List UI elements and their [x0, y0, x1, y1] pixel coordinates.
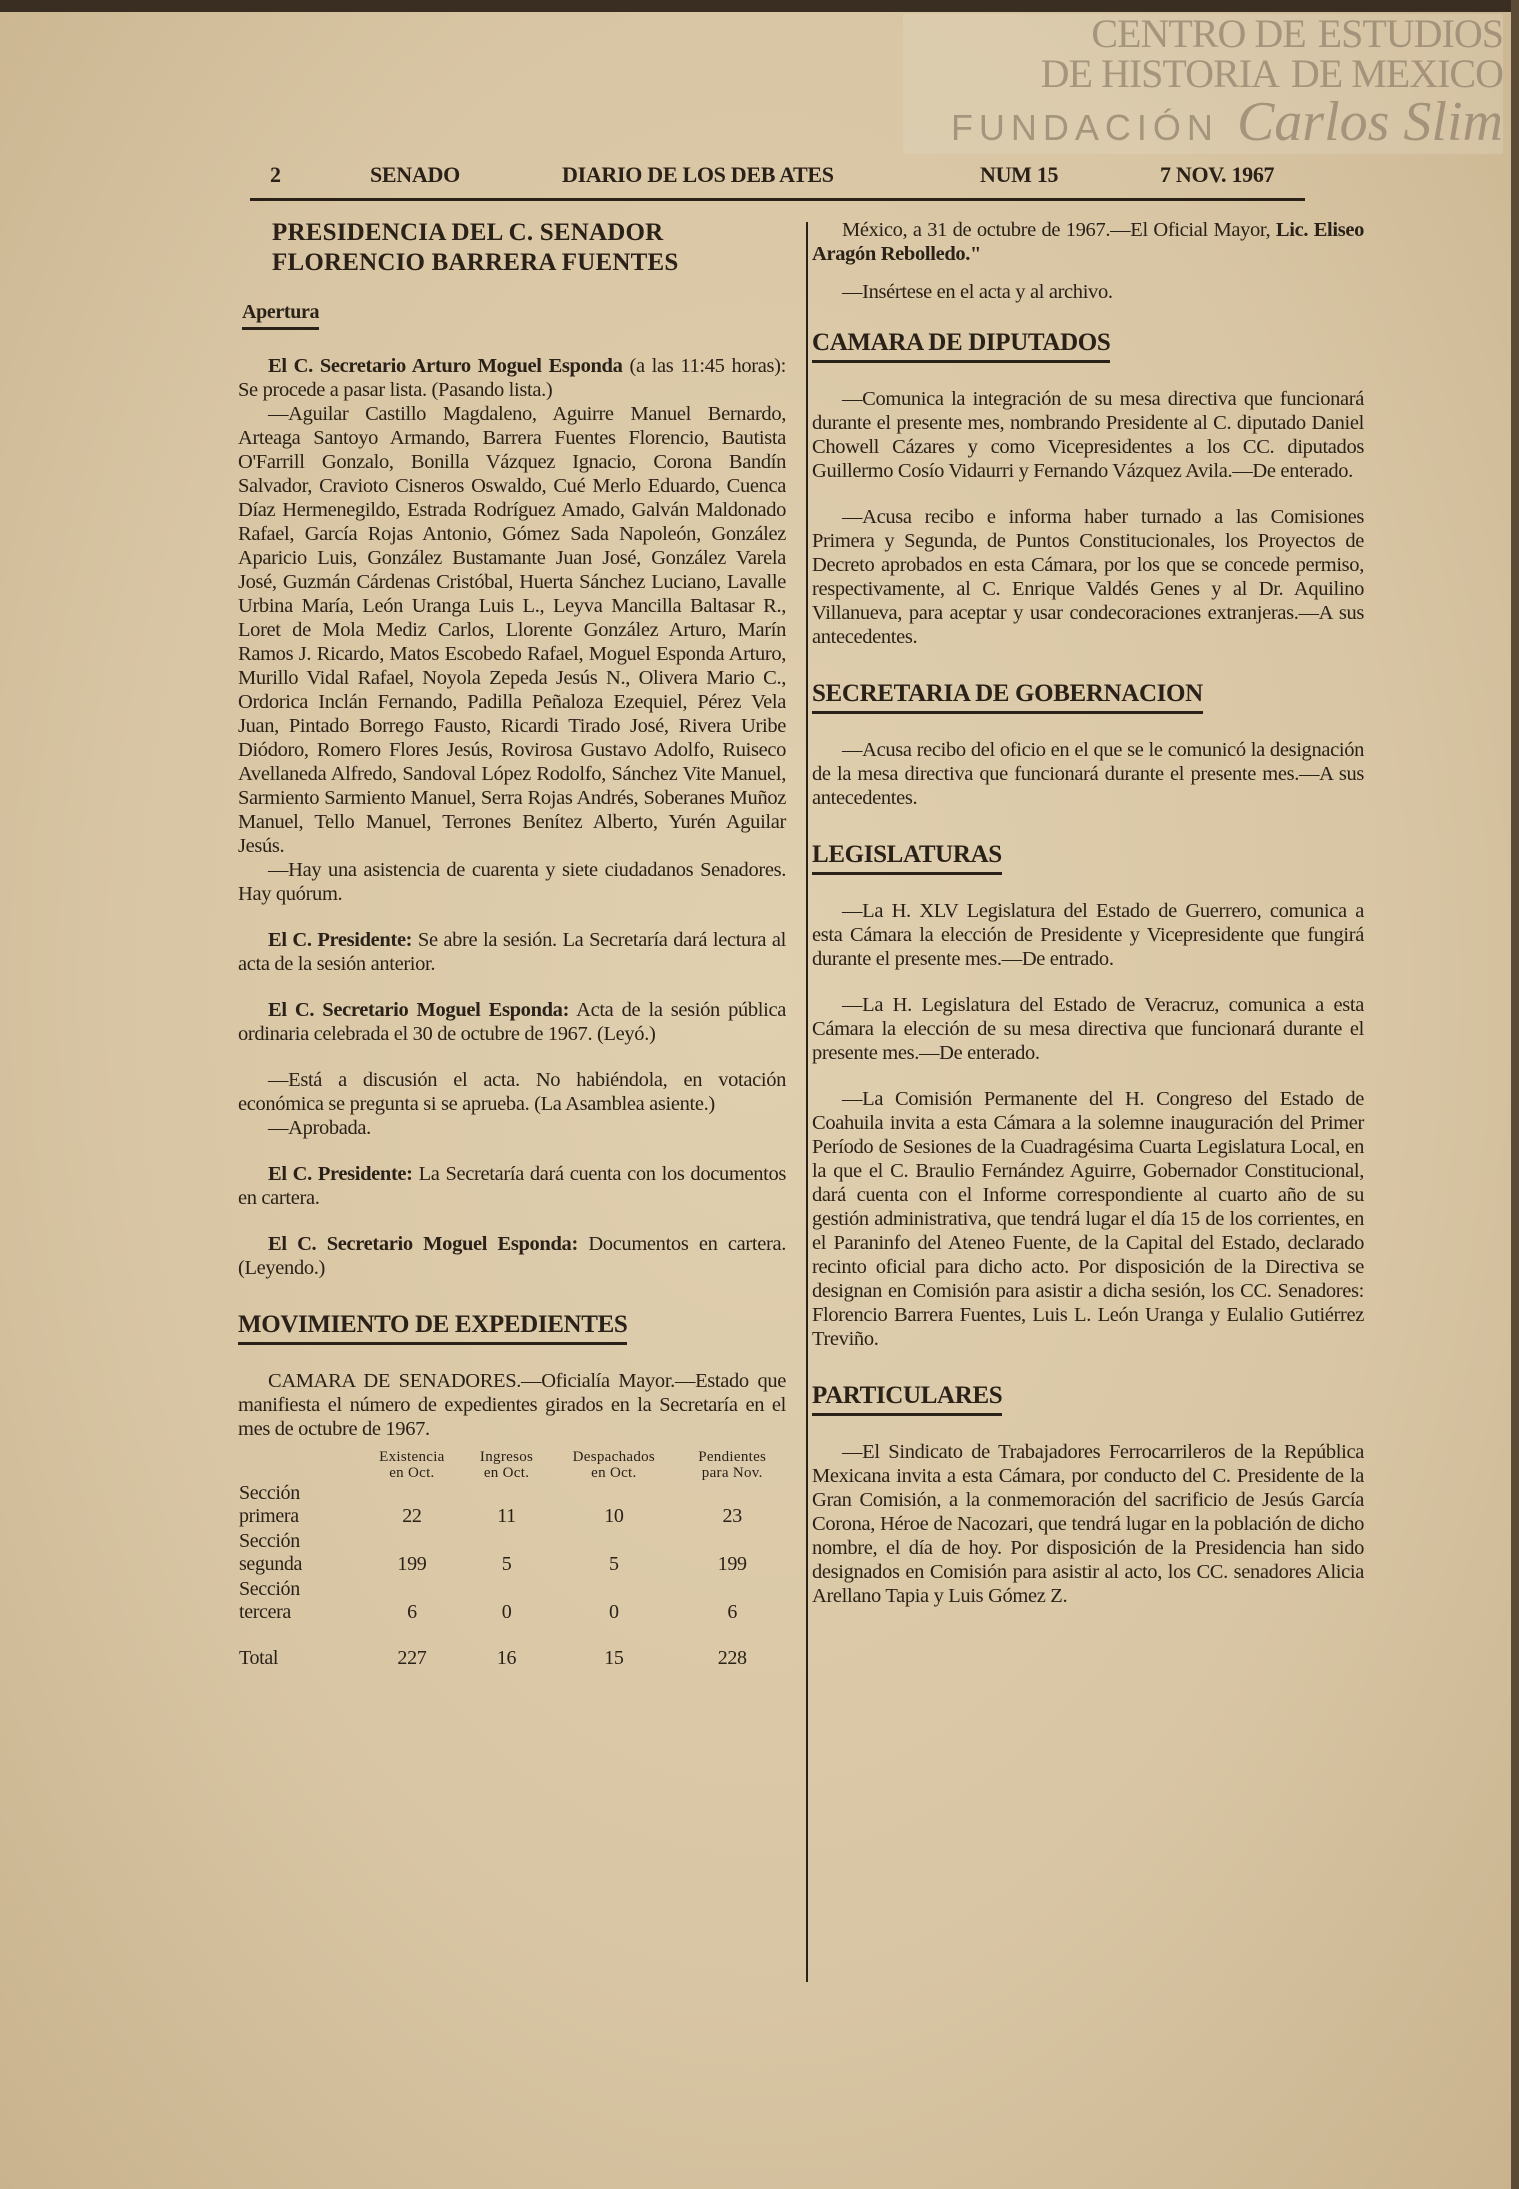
paragraph: —El Sindicato de Trabajadores Ferrocarrileros de la República Mexicana invita a esta Cámara, por conducto del C. Presidente de la Gran Comisión, a la conmemoración del sacrificio de Jesús García Corona, Héroe de Nacozari, que tendrá lugar en la población de dicho nombre, el día de hoy. Por disposición de la Presidencia han sido designados en Comisión para asistir al acto, los CC. senadores Alicia Arellano Tapia y Luis Gómez Z.: [812, 1441, 1364, 1607]
section-heading: MOVIMIENTO DE EXPEDIENTES: [238, 1310, 627, 1345]
signatory: Lic. Eliseo Aragón Rebolledo.": [812, 219, 1364, 265]
watermark-line: DE HISTORIA: [1040, 51, 1279, 96]
header-title: DIARIO DE LOS DEB ATES: [562, 162, 834, 187]
header-num: NUM 15: [980, 162, 1059, 187]
col-header: Ingresos en Oct.: [479, 1449, 534, 1481]
col-header: Despachados en Oct.: [572, 1449, 656, 1481]
paragraph: —Insértese en el acta y al archivo.: [842, 281, 1113, 303]
paragraph: —La H. Legislatura del Estado de Veracruz, comunica a esta Cámara la elección de su mesa directiva que funcionará durante el presente mes.—De enterado.: [812, 994, 1364, 1064]
paragraph: CAMARA DE SENADORES.—Oficialía Mayor.—Estado que manifiesta el número de expedientes girados en la Secretaría en el mes de octubre de 1967.: [238, 1370, 786, 1440]
watermark-line: CENTRO DE: [1091, 11, 1306, 56]
watermark-row: [903, 51, 1503, 96]
paragraph: [238, 354, 786, 402]
speaker: El C. Secretario Moguel Esponda:: [268, 1233, 578, 1255]
paragraph: [238, 1232, 786, 1280]
header-date: 7 NOV. 1967: [1160, 162, 1275, 187]
paragraph: —La H. XLV Legislatura del Estado de Guerrero, comunica a esta Cámara la elección de Presidente y Vicepresidente que fungirá durante el presente mes.—De entrado.: [812, 900, 1364, 970]
page-number: 2: [270, 162, 281, 187]
left-column: [238, 218, 786, 1671]
apertura-heading: Apertura: [242, 300, 319, 330]
watermark-line: ESTUDIOS: [1317, 11, 1503, 56]
table-row: Sección segunda 199 5 5 199: [239, 1530, 747, 1575]
watermark-line: DE MEXICO: [1290, 51, 1503, 96]
right-column: [812, 218, 1364, 1630]
paragraph: —Aprobada.: [268, 1117, 371, 1139]
watermark-logo: [903, 11, 1503, 154]
text: México, a 31 de octubre de 1967.—El Oficial Mayor,: [842, 219, 1276, 241]
speaker: El C. Secretario Moguel Esponda:: [268, 999, 570, 1021]
paragraph: —La Comisión Permanente del H. Congreso del Estado de Coahuila invita a esta Cámara a la solemne inauguración del Primer Período de Sesiones de la Cuadragésima Cuarta Legislatura Local, en la que el C. Braulio Fernández Aguirre, Gobernador Constitucional, dará cuenta con el Informe correspondiente al cuarto año de su gestión administrativa, que tendrá lugar el día 15 de los corrientes, en el Paraninfo del Ateneo Fuente, de la Capital del Estado, declarado recinto oficial para dicho acto. Por disposición de la Directiva se designan en Comisión para asistir a dicha sesión, los CC. Senadores: Florencio Barrera Fuentes, Luis L. León Uranga y Eulalio Gutiérrez Treviño.: [812, 1088, 1364, 1350]
watermark-row: [903, 11, 1503, 56]
running-header: [270, 162, 1300, 192]
speaker: El C. Secretario Arturo Moguel Esponda: [268, 355, 623, 377]
table-row: Sección primera 22 11 10 23: [239, 1482, 742, 1527]
text: Documentos en cartera. (Leyendo.): [238, 1233, 786, 1279]
watermark-row: [903, 91, 1503, 153]
paragraph: [812, 218, 1364, 266]
paragraph: —Acusa recibo del oficio en el que se le comunicó la designación de la mesa directiva que funcionará durante el presente mes.—A sus antecedentes.: [812, 739, 1364, 809]
column-divider: [806, 222, 808, 1982]
scan-right-edge: [1511, 0, 1519, 2189]
paragraph: [238, 998, 786, 1046]
expedientes-table: [238, 1449, 786, 1671]
speaker: El C. Presidente:: [268, 1163, 413, 1185]
section-heading: SECRETARIA DE GOBERNACION: [812, 679, 1203, 714]
text: (a las 11:45 horas): Se procede a pasar lista. (Pasando lista.): [238, 355, 786, 401]
section-heading: LEGISLATURAS: [812, 840, 1002, 875]
speaker: El C. Presidente:: [268, 929, 413, 951]
presidency-title: PRESIDENCIA DEL C. SENADOR FLORENCIO BARRERA FUENTES: [272, 219, 679, 276]
section-heading: CAMARA DE DIPUTADOS: [812, 328, 1110, 363]
text: Se abre la sesión. La Secretaría dará lectura al acta de la sesión anterior.: [238, 929, 786, 975]
section-heading: PARTICULARES: [812, 1381, 1002, 1416]
text: Acta de la sesión pública ordinaria celebrada el 30 de octubre de 1967. (Leyó.): [238, 999, 786, 1045]
table-row: Sección tercera 6 0 0 6: [239, 1578, 738, 1623]
text: La Secretaría dará cuenta con los documentos en cartera.: [238, 1163, 786, 1209]
paragraph: —Hay una asistencia de cuarenta y siete ciudadanos Senadores. Hay quórum.: [238, 859, 786, 905]
paragraph: [238, 1162, 786, 1210]
col-header: Existencia en Oct.: [379, 1449, 445, 1481]
table-header-row: [238, 1449, 786, 1481]
paragraph: —Comunica la integración de su mesa directiva que funcionará durante el presente mes, nombrando Presidente al C. diputado Daniel Chowell Cázares y como Vicepresidentes a los CC. diputados Guillermo Cosío Vidaurri y Fernando Vázquez Avila.—De enterado.: [812, 388, 1364, 482]
roll-call: —Aguilar Castillo Magdaleno, Aguirre Manuel Bernardo, Arteaga Santoyo Armando, Barrera Fuentes Florencio, Bautista O'Farrill Gonzalo, Bonilla Vázquez Ignacio, Corona Bandín Salvador, Cravioto Cisneros Oswaldo, Cué Merlo Eduardo, Cuenca Díaz Hermenegildo, Estrada Rodríguez Amado, Galván Maldonado Rafael, García Rojas Antonio, Gómez Sada Napoleón, González Aparicio Luis, González Bustamante Juan José, González Varela José, Guzmán Cárdenas Cristóbal, Huerta Sánchez Luciano, Lavalle Urbina María, León Uranga Luis L., Leyva Mancilla Baltasar R., Loret de Mola Mediz Carlos, Llorente González Arturo, Marín Ramos J. Ricardo, Matos Escobedo Rafael, Moguel Esponda Arturo, Murillo Vidal Rafael, Noyola Zepeda Jesús N., Olivera Mario C., Ordorica Inclán Fernando, Padilla Peñaloza Ezequiel, Pérez Vela Juan, Pintado Borrego Fausto, Ricardi Tirado José, Rivera Uribe Diódoro, Romero Flores Jesús, Rovirosa Gustavo Adolfo, Ruiseco Avellaneda Alfredo, Sandoval López Rodolfo, Sánchez Vite Manuel, Sarmiento Sarmiento Manuel, Serra Rojas Andrés, Soberanes Muñoz Manuel, Tello Manuel, Terrones Benítez Alberto, Yurén Aguilar Jesús.: [238, 403, 786, 857]
paragraph: [238, 928, 786, 976]
watermark-signature: Carlos Slim: [1236, 91, 1503, 153]
header-rule: [250, 198, 1305, 201]
paragraph: —Está a discusión el acta. No habiéndola, en votación económica se pregunta si se aprueba. (La Asamblea asiente.): [238, 1069, 786, 1115]
table-total-row: Total 227 16 15 228: [239, 1647, 747, 1669]
col-header: Pendientes para Nov.: [698, 1449, 767, 1481]
watermark-fundacion: FUNDACIÓN: [950, 107, 1219, 148]
header-section: SENADO: [370, 162, 460, 187]
paragraph: —Acusa recibo e informa haber turnado a las Comisiones Primera y Segunda, de Puntos Constitucionales, los Proyectos de Decreto aprobados en esta Cámara, por los que se concede permiso, respectivamente, al C. Enrique Valdés Genes y al Dr. Aquilino Villanueva, para aceptar y usar condecoraciones extranjeras.—A sus antecedentes.: [812, 506, 1364, 648]
